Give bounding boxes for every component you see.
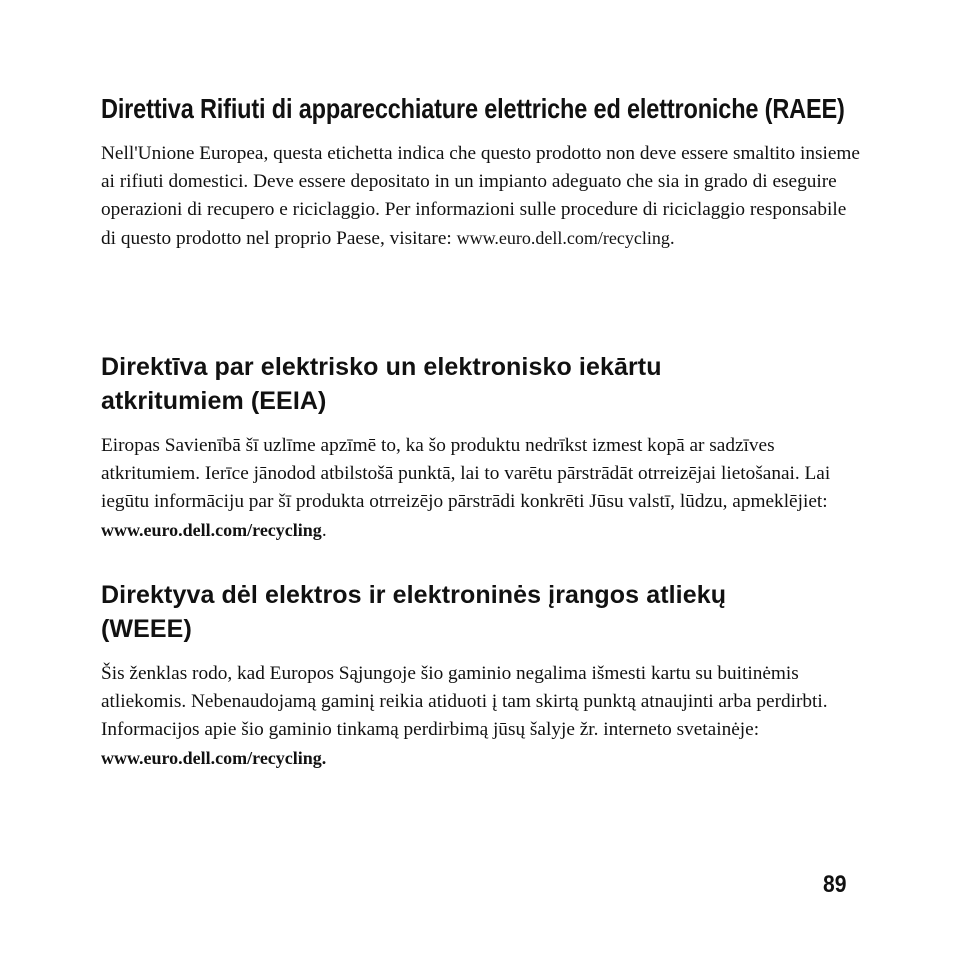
section-heading: Direktyva dėl elektros ir elektroninės įrangos atliekų (WEEE) — [101, 581, 727, 643]
body-tail: . — [321, 520, 327, 541]
recycling-link[interactable]: www.euro.dell.com/recycling — [101, 520, 322, 540]
section-body — [101, 140, 861, 253]
recycling-link[interactable]: www.euro.dell.com/recycling — [456, 228, 670, 248]
page-number: 89 — [823, 871, 847, 898]
section-raee — [101, 92, 861, 253]
section-body — [101, 432, 861, 545]
section-heading: Direttiva Rifiuti di apparecchiature elettriche ed elettroniche (RAEE) — [101, 93, 845, 124]
recycling-link[interactable]: www.euro.dell.com/recycling. — [101, 748, 327, 768]
section-weee — [101, 578, 861, 773]
section-body — [101, 660, 836, 773]
body-text: Šis ženklas rodo, kad Europos Sąjungoje šio gaminio negalima išmesti kartu su buitinėmis atliekomis. Nebenaudojamą gaminį reikia atiduoti į tam skirtą punktą atnaujinti arba perdirbti. Informacijos apie šio gaminio tinkamą perdirbimą jūsų šalyje žr. interneto svetainėje: — [101, 663, 828, 740]
body-tail: . — [669, 228, 675, 249]
body-text: Eiropas Savienībā šī uzlīme apzīmē to, ka šo produktu nedrīkst izmest kopā ar sadzīves atkritumiem. Ierīce jānodod atbilstošā punktā, lai to varētu pārstrādāt otrreizējai lietošanai. Lai iegūtu informāciju par šī produkta otrreizējo pārstrādi konkrēti Jūsu valstī, lūdzu, apmeklējiet: — [101, 435, 831, 512]
body-text: Nell'Unione Europea, questa etichetta indica che questo prodotto non deve essere smaltito insieme ai rifiuti domestici. Deve essere depositato in un impianto adeguato che sia in grado di eseguire operazioni di recupero e riciclaggio. Per informazioni sulle procedure di riciclaggio responsabile di questo prodotto nel proprio Paese, visitare: — [101, 143, 860, 249]
section-heading: Direktīva par elektrisko un elektronisko iekārtu atkritumiem (EEIA) — [101, 353, 662, 415]
section-eeia — [101, 350, 861, 545]
